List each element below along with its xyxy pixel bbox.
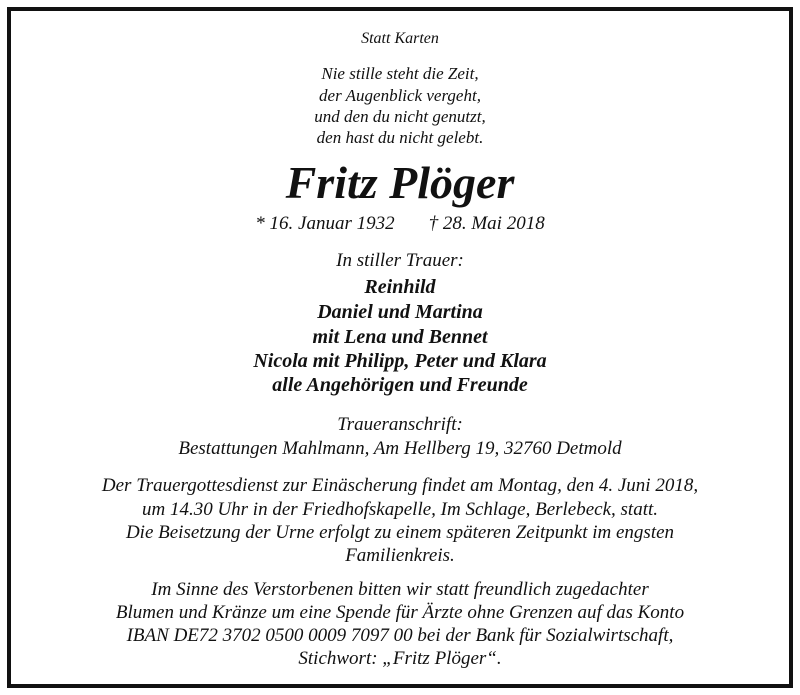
donation-line: Blumen und Kränze um eine Spende für Ärzte ohne Grenzen auf das Konto xyxy=(115,602,685,623)
mourner-line: Reinhild xyxy=(364,276,436,298)
service-line: um 14.30 Uhr in der Friedhofskapelle, Im Schlage, Berlebeck, statt. xyxy=(141,499,659,520)
mourning-intro: In stiller Trauer: xyxy=(336,250,464,271)
service-line: Die Beisetzung der Urne erfolgt zu einem späteren Zeitpunkt im engsten xyxy=(125,522,675,543)
birth-date: * 16. Januar 1932 xyxy=(255,213,395,234)
poem-line: den hast du nicht gelebt. xyxy=(316,128,484,147)
poem-line: und den du nicht genutzt, xyxy=(314,107,486,126)
mourner-line: alle Angehörigen und Freunde xyxy=(272,374,528,396)
donation-line: IBAN DE72 3702 0500 0009 7097 00 bei der Bank für Sozialwirtschaft, xyxy=(126,625,674,646)
donation-line: Im Sinne des Verstorbenen bitten wir statt freundlich zugedachter xyxy=(151,579,649,600)
address-value: Bestattungen Mahlmann, Am Hellberg 19, 32760 Detmold xyxy=(178,438,622,459)
death-date: † 28. Mai 2018 xyxy=(428,213,545,234)
header-text: Statt Karten xyxy=(361,30,439,47)
deceased-name: Fritz Plöger xyxy=(285,157,515,208)
mourner-line: Daniel und Martina xyxy=(317,301,483,323)
life-dates xyxy=(0,213,800,235)
poem-line: der Augenblick vergeht, xyxy=(319,86,481,105)
service-line: Familienkreis. xyxy=(345,545,455,566)
poem-line: Nie stille steht die Zeit, xyxy=(321,64,479,83)
donation-line: Stichwort: „Fritz Plöger“. xyxy=(298,648,502,669)
mourner-line: mit Lena und Bennet xyxy=(312,326,488,348)
address-label: Traueranschrift: xyxy=(337,414,463,435)
service-line: Der Trauergottesdienst zur Einäscherung findet am Montag, den 4. Juni 2018, xyxy=(101,475,699,496)
mourner-line: Nicola mit Philipp, Peter und Klara xyxy=(253,350,547,372)
